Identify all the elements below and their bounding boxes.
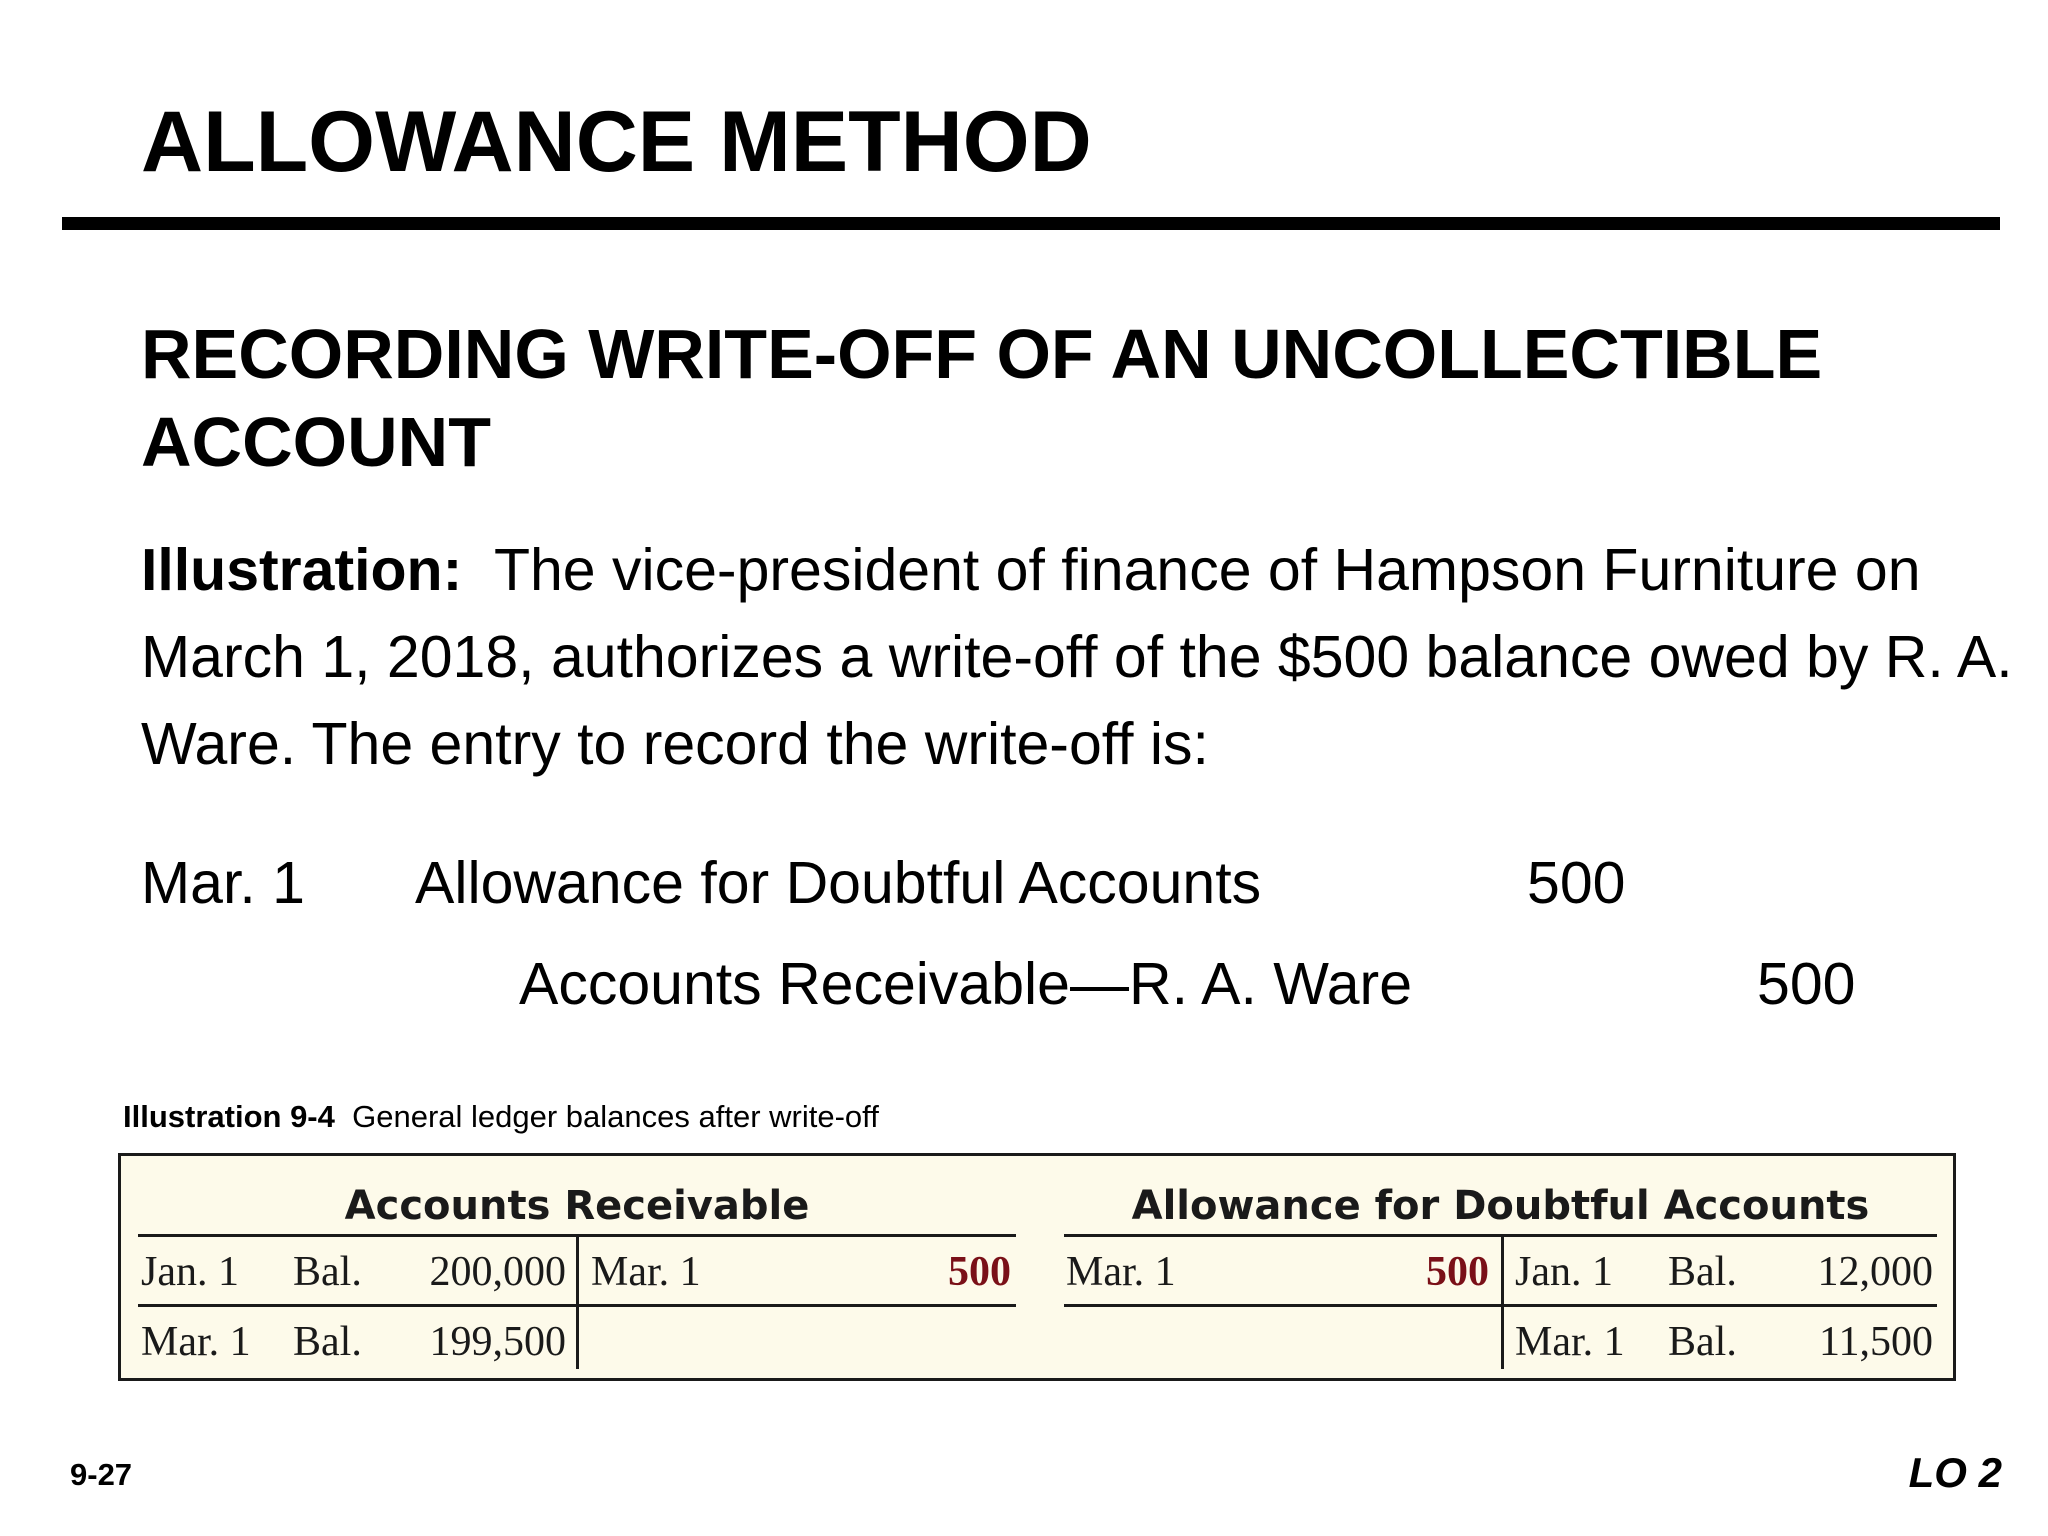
allowance-credit-date-1: Jan. 1 — [1515, 1249, 1613, 1295]
allowance-debit-amount-1: 500 — [1426, 1249, 1489, 1295]
allowance-credit-amount-1: 12,000 — [1817, 1249, 1933, 1295]
allowance-credit-amount-2: 11,500 — [1819, 1319, 1933, 1365]
ar-debit-amount-1: 200,000 — [429, 1249, 566, 1295]
illustration-label: Illustration: — [141, 537, 463, 603]
learning-objective: LO 2 — [1908, 1449, 2002, 1496]
ar-center-rule — [576, 1234, 579, 1369]
ar-debit-ref-2: Bal. — [293, 1319, 362, 1365]
entry-debit-amount: 500 — [1527, 850, 1626, 916]
entry-credit-amount: 500 — [1757, 951, 1856, 1017]
slide-number: 9-27 — [70, 1457, 133, 1492]
ar-debit-date-1: Jan. 1 — [141, 1249, 239, 1295]
entry-date: Mar. 1 — [141, 850, 305, 916]
allowance-center-rule — [1501, 1234, 1504, 1369]
illustration-caption — [123, 1097, 879, 1137]
caption-text: General ledger balances after write-off — [352, 1099, 879, 1134]
illustration-paragraph — [141, 527, 2021, 788]
allowance-account-title: Allowance for Doubtful Accounts — [1131, 1183, 1870, 1229]
ar-debit-ref-1: Bal. — [293, 1249, 362, 1295]
ar-credit-amount-1: 500 — [948, 1249, 1011, 1295]
ledger-panel — [118, 1153, 1956, 1381]
allowance-credit-ref-2: Bal. — [1668, 1319, 1737, 1365]
entry-debit-account: Allowance for Doubtful Accounts — [415, 850, 1262, 916]
allowance-credit-date-2: Mar. 1 — [1515, 1319, 1625, 1365]
caption-label: Illustration 9-4 — [123, 1099, 335, 1134]
entry-credit-account: Accounts Receivable—R. A. Ware — [519, 951, 1413, 1017]
ar-account-title: Accounts Receivable — [344, 1183, 810, 1229]
ar-debit-date-2: Mar. 1 — [141, 1319, 251, 1365]
slide-title: ALLOWANCE METHOD — [141, 94, 1092, 190]
slide-subtitle: RECORDING WRITE-OFF OF AN UNCOLLECTIBLE ACCOUNT — [141, 315, 1823, 481]
illustration-text: The vice-president of finance of Hampson Furniture on March 1, 2018, authorizes a write-off of the $500 balance owed by R. A. Ware. The entry to record the write-off is: — [141, 537, 2013, 777]
title-divider — [62, 217, 2000, 230]
ar-credit-date-1: Mar. 1 — [591, 1249, 701, 1295]
ar-debit-amount-2: 199,500 — [429, 1319, 566, 1365]
allowance-debit-date-1: Mar. 1 — [1066, 1249, 1176, 1295]
allowance-credit-ref-1: Bal. — [1668, 1249, 1737, 1295]
